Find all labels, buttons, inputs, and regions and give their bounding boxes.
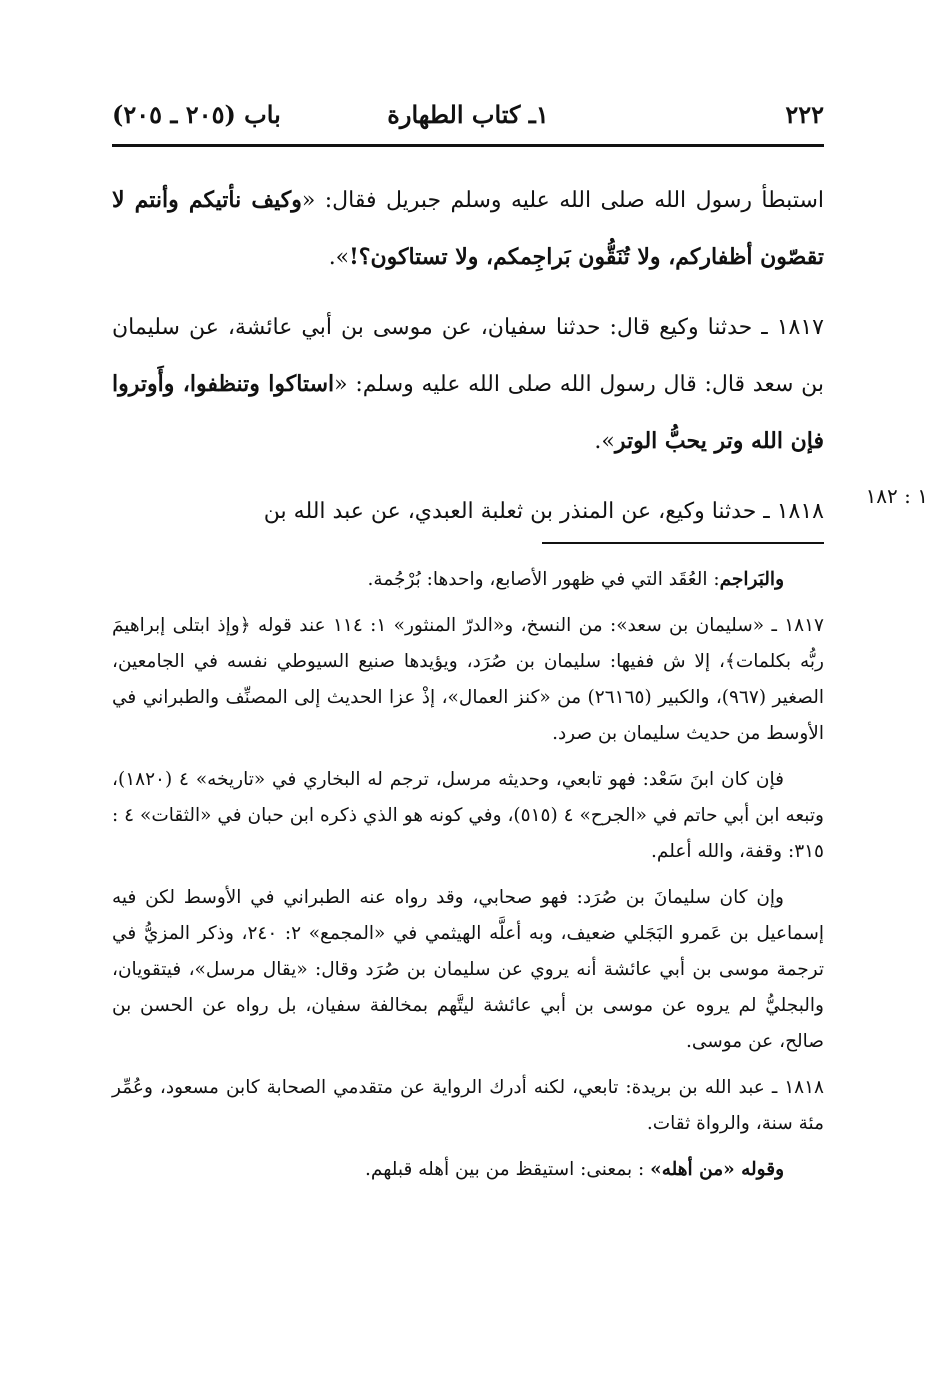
footnote-paragraph: وقوله «من أهله» : بمعنى: استيقظ من بين أهله قبلهم.: [365, 1159, 784, 1180]
footnote-rule: [542, 542, 824, 544]
hadith-1817: ١٨١٧ ـ حدثنا وكيع قال: حدثنا سفيان، عن موسى بن أبي عائشة، عن سليمان بن سعد قال: قال رسول الله صلى الله عليه وسلم: «استاكوا وتنظفوا، وأَوتروا فإن الله وتر يحبُّ الوتر».: [112, 315, 825, 454]
footnote-1818: ١٨١٨ ـ عبد الله بن بريدة: تابعي، لكنه أدرك الرواية عن متقدمي الصحابة كابن مسعود، وعُمِّر مئة سنة، والرواة ثقات.: [112, 1077, 824, 1134]
footnote-paragraph: وإن كان سليمانَ بن صُرَد: فهو صحابي، وقد رواه عنه الطبراني في الأوسط لكن فيه إسماعيل بن عَمرو البَجَلي ضعيف، وبه أعلَّه الهيثمي في «المجمع» ٢: ٢٤٠، وذكر المزيُّ في ترجمة موسى بن أبي عائشة أنه يروي عن سليمان بن صُرَد وقال: «يقال مرسل»، فيتقويان، والبجليُّ لم يروه عن موسى بن أبي عائشة ليتَّهم بمخالفة سفيان، بل رواه عن الحسن بن صالح، عن موسى.: [112, 887, 824, 1052]
header-rule: [112, 144, 824, 147]
hadith-1818: ١٨١٨ ـ حدثنا وكيع، عن المنذر بن ثعلبة العبدي، عن عبد الله بن: [263, 499, 824, 524]
footnotes: [112, 562, 824, 1198]
main-text: [112, 172, 824, 554]
running-header: [112, 92, 824, 136]
hadith-paragraph: استبطأ رسول الله صلى الله عليه وسلم جبريل فقال: «وكيف نأتيكم وأنتم لا تقصّون أظفاركم، ولا تُنَقُّون بَراجِمكم، ولا تستاكون؟!».: [112, 187, 824, 270]
footnote-definition: والبَراجم: العُقَد التي في ظهور الأصابع، واحدها: بُرْجُمة.: [367, 569, 784, 590]
footnote-paragraph: فإن كان ابنَ سَعْد: فهو تابعي، وحديثه مرسل، ترجم له البخاري في «تاريخه» ٤ (١٨٢٠)، وتبعه ابن أبي حاتم في «الجرح» ٤ (٥١٥)، وفي كونه هو الذي ذكره ابن حبان في «الثقات» ٤ : ٣١٥: وقفة، والله أعلم.: [112, 769, 824, 862]
page-number: ٢٢٢: [785, 100, 824, 129]
margin-reference: ١ : ١٨٢: [865, 484, 928, 508]
hadith-quote: استاكوا وتنظفوا، وأَوتروا فإن الله وتر يحبُّ الوتر: [112, 371, 824, 454]
chapter-range: باب (٢٠٥ ـ ٢٠٥): [112, 100, 281, 129]
book-title: ١ـ كتاب الطهارة: [387, 100, 549, 129]
hadith-quote: وكيف نأتيكم وأنتم لا تقصّون أظفاركم، ولا تُنَقُّون بَراجِمكم، ولا تستاكون؟!: [112, 187, 824, 270]
footnote-1817: ١٨١٧ ـ «سليمان بن سعد»: من النسخ، و«الدرّ المنثور» ١: ١١٤ عند قوله ﴿وإذ ابتلى إبراهيمَ ربُّه بكلمات﴾، إلا ش ففيها: سليمان بن صُرَد، ويؤيدها صنيع السيوطي نفسه في الجامعين، الصغير (٩٦٧)، والكبير (٢٦١٦٥) من «كنز العمال»، إذْ عزا الحديث إلى المصنِّف والطبراني في الأوسط من حديث سليمان بن صرد.: [112, 615, 825, 744]
